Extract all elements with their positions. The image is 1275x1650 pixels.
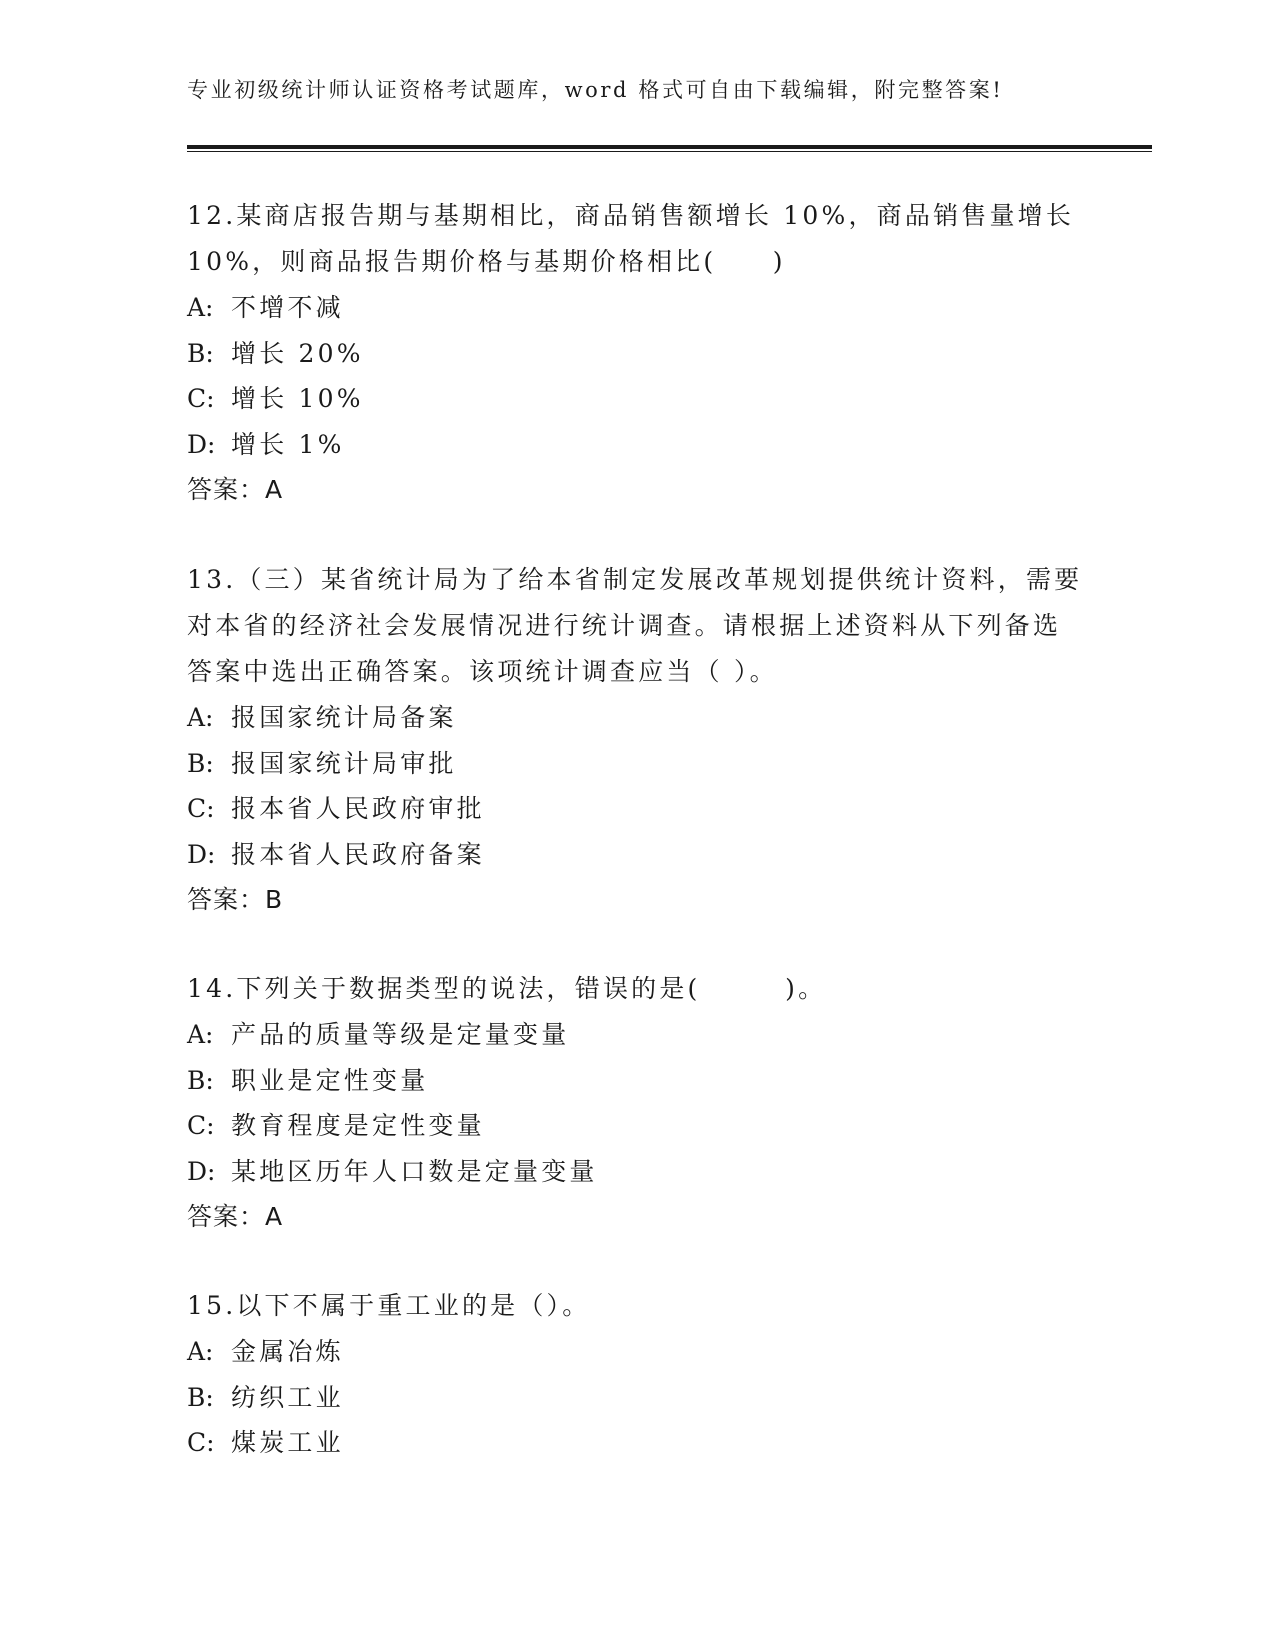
option-c [187,1420,1087,1466]
option-text: 纺织工业 [231,1382,344,1412]
option-a [187,285,1087,331]
option-text: 报本省人民政府审批 [231,794,485,823]
option-letter: C: [187,1428,215,1457]
option-letter: A: [187,1020,214,1049]
option-letter: C: [187,384,215,413]
option-text: 职业是定性变量 [231,1065,429,1095]
option-b [187,331,1087,377]
answer-label: 答案：A [187,1202,284,1231]
option-letter: D: [187,1156,216,1186]
question-stem: 12.某商店报告期与基期相比，商品销售额增长 10%，商品销售量增长 10%，则商品报告期价格与基期价格相比( ) [187,201,1075,276]
option-a [187,1012,1087,1058]
option-text: 教育程度是定性变量 [231,1111,485,1140]
answer-label: 答案：B [187,885,284,914]
page-header: 专业初级统计师认证资格考试题库，word 格式可自由下载编辑，附完整答案! [187,78,1004,102]
question-13 [187,557,1087,923]
option-letter: C: [187,1111,215,1140]
option-letter: B: [187,748,214,778]
option-letter: D: [187,429,216,459]
option-text: 煤炭工业 [231,1428,344,1457]
option-c [187,786,1087,832]
option-text: 报本省人民政府备案 [231,839,485,869]
question-12 [187,193,1087,513]
option-letter: B: [187,338,214,368]
option-letter: A: [187,293,214,322]
header-rule-thick [187,145,1152,149]
question-14 [187,966,1087,1240]
question-stem: 14.下列关于数据类型的说法，错误的是( )。 [187,974,827,1003]
answer-label: 答案：A [187,475,284,504]
option-b [187,741,1087,787]
option-c [187,376,1087,422]
option-letter: C: [187,794,215,823]
option-a [187,695,1087,741]
question-stem: 13.（三）某省统计局为了给本省制定发展改革规划提供统计资料，需要对本省的经济社会发展情况进行统计调查。请根据上述资料从下列备选答案中选出正确答案。该项统计调查应当（ ）。 [187,565,1083,686]
option-text: 不增不减 [231,293,344,322]
option-b [187,1375,1087,1421]
option-letter: A: [187,703,214,732]
option-b [187,1058,1087,1104]
option-text: 增长 20% [231,338,364,368]
option-letter: B: [187,1065,214,1095]
option-text: 金属冶炼 [231,1337,344,1366]
option-text: 产品的质量等级是定量变量 [231,1020,570,1049]
header-rule-thin [187,151,1152,152]
option-d [187,1149,1087,1195]
option-letter: A: [187,1337,214,1366]
option-a [187,1329,1087,1375]
question-stem: 15.以下不属于重工业的是（）。 [187,1291,591,1320]
option-text: 增长 10% [231,384,364,413]
option-text: 报国家统计局备案 [231,703,457,732]
option-text: 某地区历年人口数是定量变量 [231,1156,598,1186]
option-letter: B: [187,1382,214,1412]
option-d [187,832,1087,878]
option-c [187,1103,1087,1149]
option-letter: D: [187,839,216,869]
option-text: 增长 1% [231,429,345,459]
question-15 [187,1283,1087,1466]
option-text: 报国家统计局审批 [231,748,457,778]
option-d [187,422,1087,468]
